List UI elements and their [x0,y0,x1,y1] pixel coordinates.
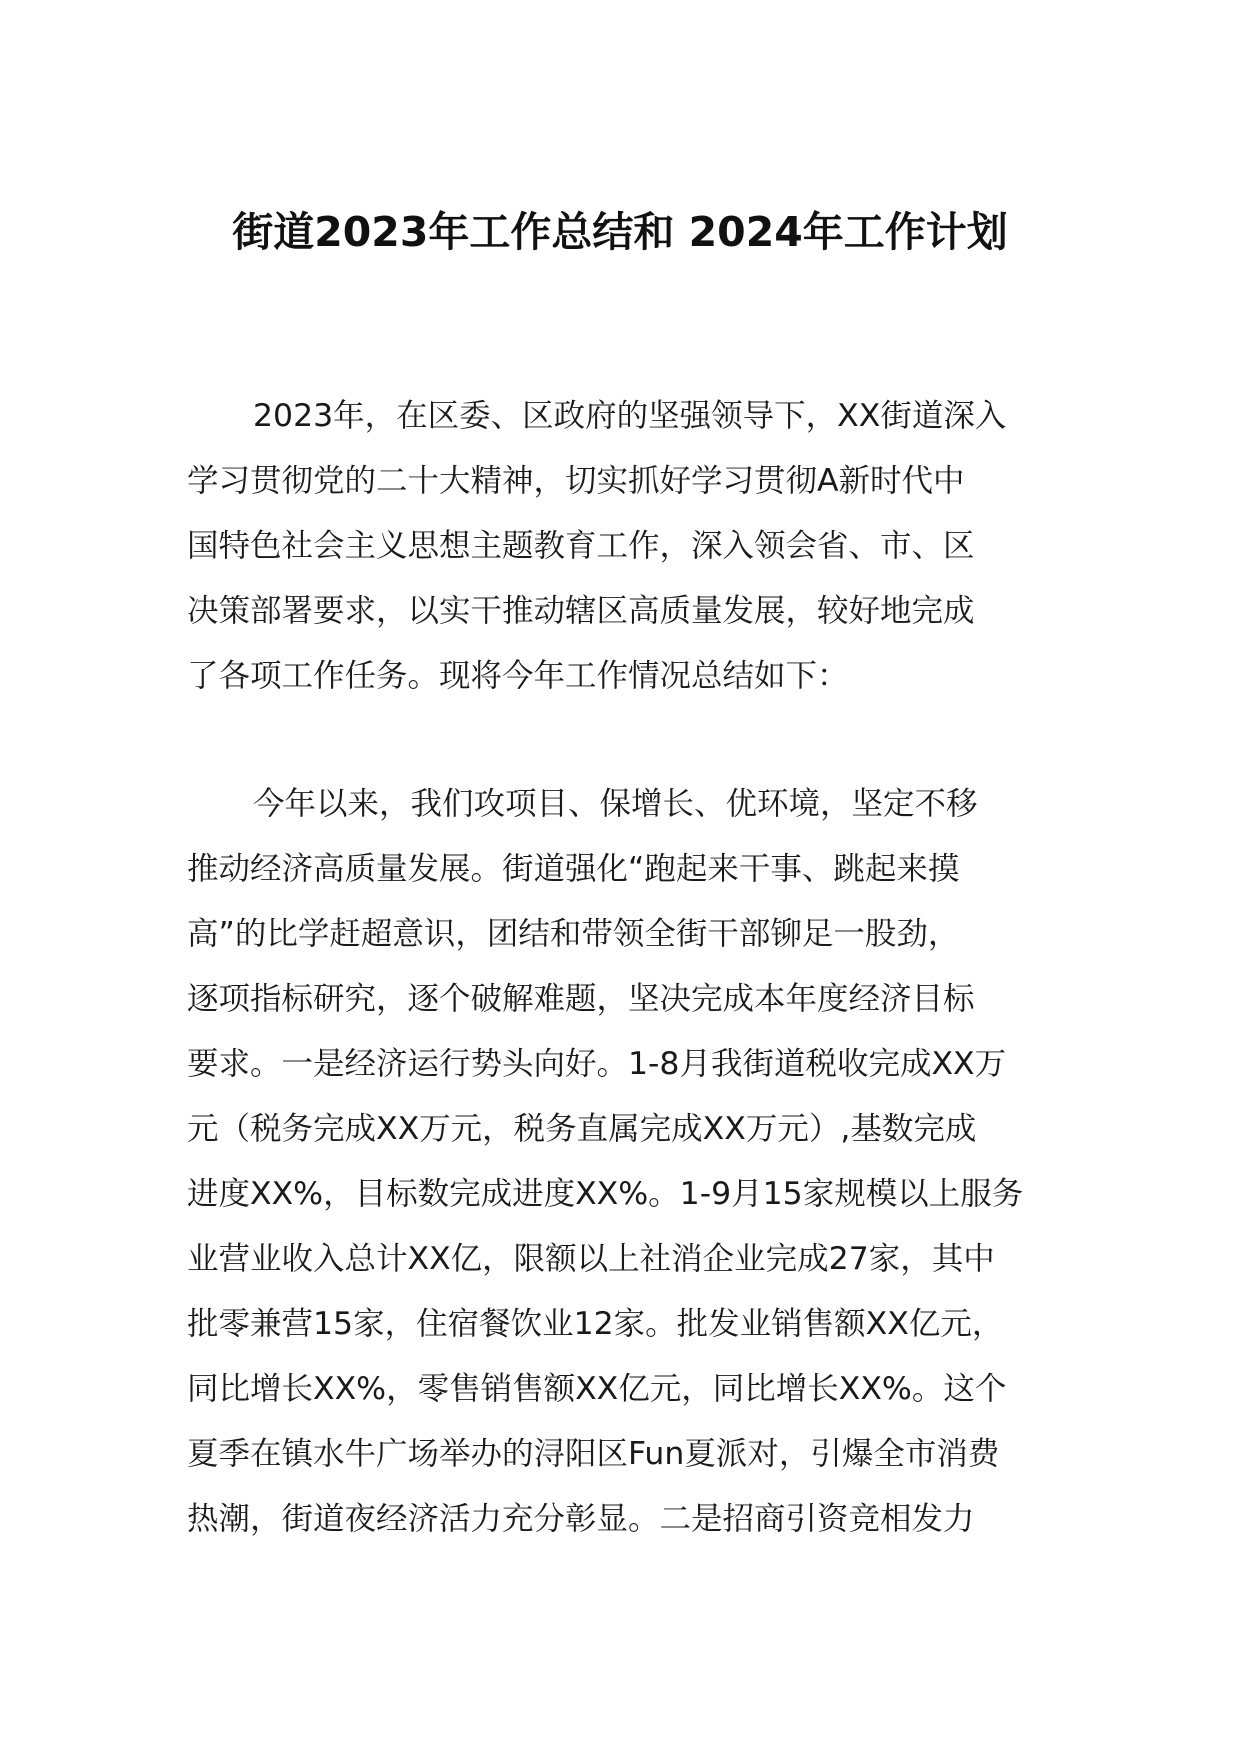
paragraph-2-line-10: 同比增长XX%，零售销售额XX亿元，同比增长XX%。这个 [187,1371,1007,1407]
paragraph-2-line-5: 要求。一是经济运行势头向好。1-8月我街道税收完成XX万 [187,1046,1007,1082]
paragraph-2-line-12: 热潮，街道夜经济活力充分彰显。二是招商引资竞相发力 [187,1501,975,1537]
paragraph-2-line-11: 夏季在镇水牛广场举办的浔阳区Fun夏派对，引爆全市消费 [187,1436,1000,1472]
paragraph-2-line-7: 进度XX%，目标数完成进度XX%。1-9月15家规模以上服务 [187,1176,1024,1212]
paragraph-1-line-3: 国特色社会主义思想主题教育工作，深入领会省、市、区 [187,528,975,564]
paragraph-2-line-1: 今年以来，我们攻项目、保增长、优环境，坚定不移 [253,786,978,822]
paragraph-2-line-9: 批零兼营15家，住宿餐饮业12家。批发业销售额XX亿元， [187,1306,1004,1342]
paragraph-2-line-4: 逐项指标研究，逐个破解难题，坚决完成本年度经济目标 [187,981,975,1017]
document-title: 街道2023年工作总结和 2024年工作计划 [232,208,1008,256]
paragraph-1-line-2: 学习贯彻党的二十大精神，切实抓好学习贯彻A新时代中 [187,463,965,499]
paragraph-2-line-2: 推动经济高质量发展。街道强化“跑起来干事、跳起来摸 [187,851,960,887]
paragraph-2-line-6: 元（税务完成XX万元，税务直属完成XX万元）,基数完成 [187,1111,977,1147]
paragraph-2-line-3: 高”的比学赶超意识，团结和带领全街干部铆足一股劲， [187,916,960,952]
paragraph-1-line-1: 2023年，在区委、区政府的坚强领导下，XX街道深入 [253,398,1007,434]
paragraph-2-line-8: 业营业收入总计XX亿，限额以上社消企业完成27家，其中 [187,1241,995,1277]
paragraph-1-line-4: 决策部署要求，以实干推动辖区高质量发展，较好地完成 [187,593,975,629]
paragraph-1-line-5: 了各项工作任务。现将今年工作情况总结如下： [187,658,849,694]
